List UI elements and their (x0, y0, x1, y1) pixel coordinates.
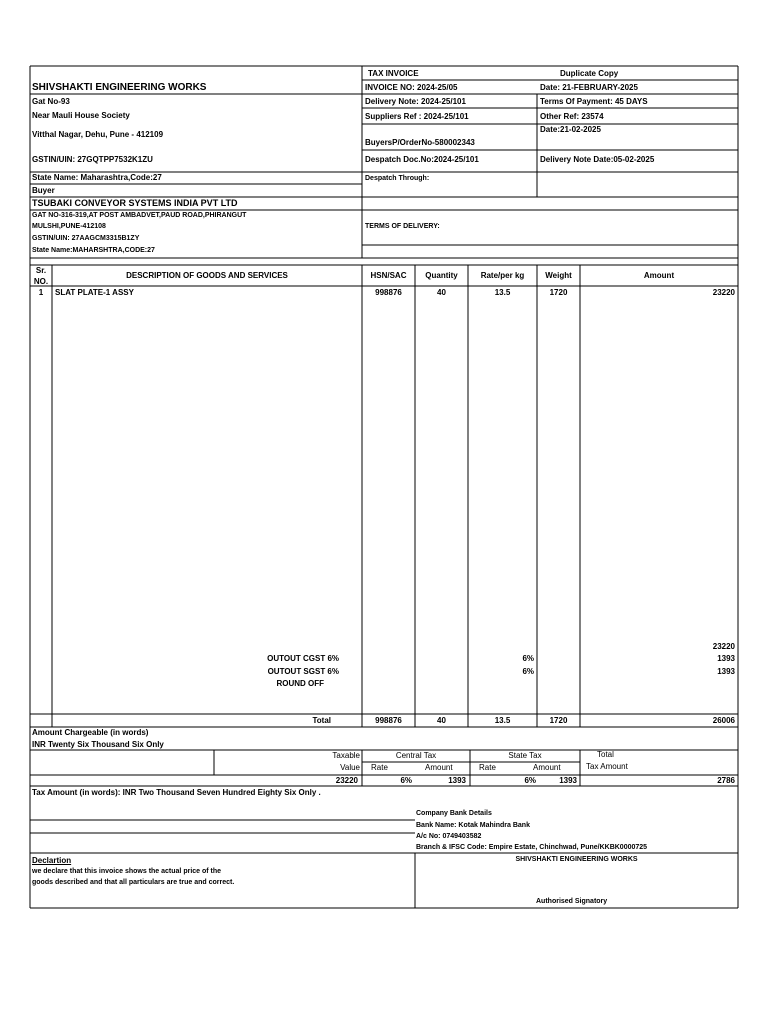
authorised-signatory: Authorised Signatory (536, 898, 608, 905)
order-date: Date:21-02-2025 (540, 125, 601, 134)
terms-of-delivery: TERMS OF DELIVERY: (365, 223, 440, 230)
col-header-description: DESCRIPTION OF GOODS AND SERVICES (126, 271, 288, 280)
cgst-rate: 6% (522, 654, 534, 663)
col-header-amount: Amount (643, 271, 675, 280)
seller-state: State Name: Maharashtra,Code:27 (32, 173, 162, 182)
delivery-note: Delivery Note: 2024-25/101 (365, 97, 466, 106)
sgst-rate: 6% (522, 667, 534, 676)
central-amount-header: Amount (425, 763, 453, 772)
central-tax-rate: 6% (400, 776, 412, 785)
total-amount: 26006 (712, 716, 735, 725)
buyer-gstin: GSTIN/UIN: 27AAGCM3315B1ZY (32, 235, 140, 242)
col-header-sr: NO. (33, 277, 49, 286)
despatch-through: Despatch Through: (365, 175, 430, 182)
suppliers-ref: Suppliers Ref : 2024-25/101 (365, 112, 469, 121)
total-rate: 13.5 (494, 716, 511, 725)
state-tax-amount: 1393 (559, 776, 577, 785)
subtotal-amount: 23220 (712, 642, 735, 651)
terms-of-payment: Terms Of Payment: 45 DAYS (540, 97, 648, 106)
buyer-address-line: MULSHI,PUNE-412108 (32, 223, 106, 230)
total-weight: 1720 (549, 716, 568, 725)
bank-details-title: Company Bank Details (416, 810, 492, 817)
buyer-state: State Name:MAHARSHTRA,CODE:27 (32, 247, 155, 254)
cgst-amount: 1393 (717, 654, 735, 663)
other-ref: Other Ref: 23574 (540, 112, 604, 121)
taxable-value: 23220 (335, 776, 358, 785)
state-tax-header: State Tax (508, 751, 542, 760)
declaration-text: we declare that this invoice shows the actual price of the (32, 868, 222, 875)
buyer-label: Buyer (32, 186, 55, 195)
sgst-amount: 1393 (717, 667, 735, 676)
item-sr: 1 (38, 288, 44, 297)
seller-name: SHIVSHAKTI ENGINEERING WORKS (32, 82, 207, 93)
declaration-title: Declartion (32, 856, 72, 865)
seller-address-line: Vitthal Nagar, Dehu, Pune - 412109 (32, 130, 164, 139)
col-header-sr: Sr. (35, 266, 47, 275)
total-label: Total (312, 716, 331, 725)
tax-amount-words: Tax Amount (in words): INR Two Thousand Seven Hundred Eighty Six Only . (32, 788, 321, 797)
item-rate: 13.5 (494, 288, 511, 297)
item-hsn: 998876 (375, 288, 402, 297)
item-amount: 23220 (712, 288, 735, 297)
buyers-order-no: BuyersP/OrderNo-580002343 (365, 138, 475, 147)
cgst-label: OUTOUT CGST 6% (267, 654, 339, 663)
signatory-company: SHIVSHAKTI ENGINEERING WORKS (515, 856, 638, 863)
seller-address-line: Near Mauli House Society (32, 111, 130, 120)
state-amount-header: Amount (533, 763, 561, 772)
total-tax-amount: 2786 (717, 776, 735, 785)
col-header-weight: Weight (545, 271, 572, 280)
total-tax-header: Total (597, 750, 614, 759)
taxable-value-header: Taxable (332, 751, 360, 760)
state-rate-header: Rate (479, 763, 496, 772)
item-description: SLAT PLATE-1 ASSY (55, 288, 134, 297)
invoice-number: INVOICE NO: 2024-25/05 (365, 83, 458, 92)
total-quantity: 40 (437, 716, 446, 725)
central-tax-header: Central Tax (395, 751, 437, 760)
despatch-doc-no: Despatch Doc.No:2024-25/101 (365, 155, 479, 164)
sgst-label: OUTOUT SGST 6% (267, 667, 339, 676)
round-off-label: ROUND OFF (276, 679, 324, 688)
declaration-text: goods described and that all particulars are true and correct. (32, 879, 235, 886)
state-tax-rate: 6% (524, 776, 536, 785)
central-tax-amount: 1393 (448, 776, 466, 785)
col-header-hsn: HSN/SAC (370, 271, 407, 280)
amount-words-label: Amount Chargeable (in words) (32, 728, 149, 737)
col-header-rate: Rate/per kg (480, 271, 525, 280)
central-rate-header: Rate (371, 763, 388, 772)
bank-name: Bank Name: Kotak Mahindra Bank (416, 822, 530, 829)
buyer-address-line: GAT NO-316-319,AT POST AMBADVET,PAUD ROAD,PHIRANGUT (32, 212, 247, 219)
col-header-quantity: Quantity (425, 271, 458, 280)
copy-label: Duplicate Copy (560, 69, 619, 78)
item-quantity: 40 (437, 288, 446, 297)
total-hsn: 998876 (375, 716, 402, 725)
seller-address-line: Gat No-93 (32, 97, 70, 106)
invoice-date: Date: 21-FEBRUARY-2025 (540, 83, 638, 92)
delivery-note-date: Delivery Note Date:05-02-2025 (540, 155, 655, 164)
amount-words-value: INR Twenty Six Thousand Six Only (32, 740, 164, 749)
buyer-name: TSUBAKI CONVEYOR SYSTEMS INDIA PVT LTD (32, 198, 238, 208)
bank-account: A/c No: 0749403582 (416, 833, 482, 840)
taxable-value-header: Value (340, 763, 360, 772)
bank-branch-ifsc: Branch & IFSC Code: Empire Estate, Chinchwad, Pune/KKBK0000725 (416, 844, 648, 851)
seller-gstin: GSTIN/UIN: 27GQTPP7532K1ZU (32, 155, 153, 164)
item-weight: 1720 (549, 288, 568, 297)
total-tax-header: Tax Amount (586, 762, 628, 771)
invoice-title: TAX INVOICE (368, 69, 419, 78)
